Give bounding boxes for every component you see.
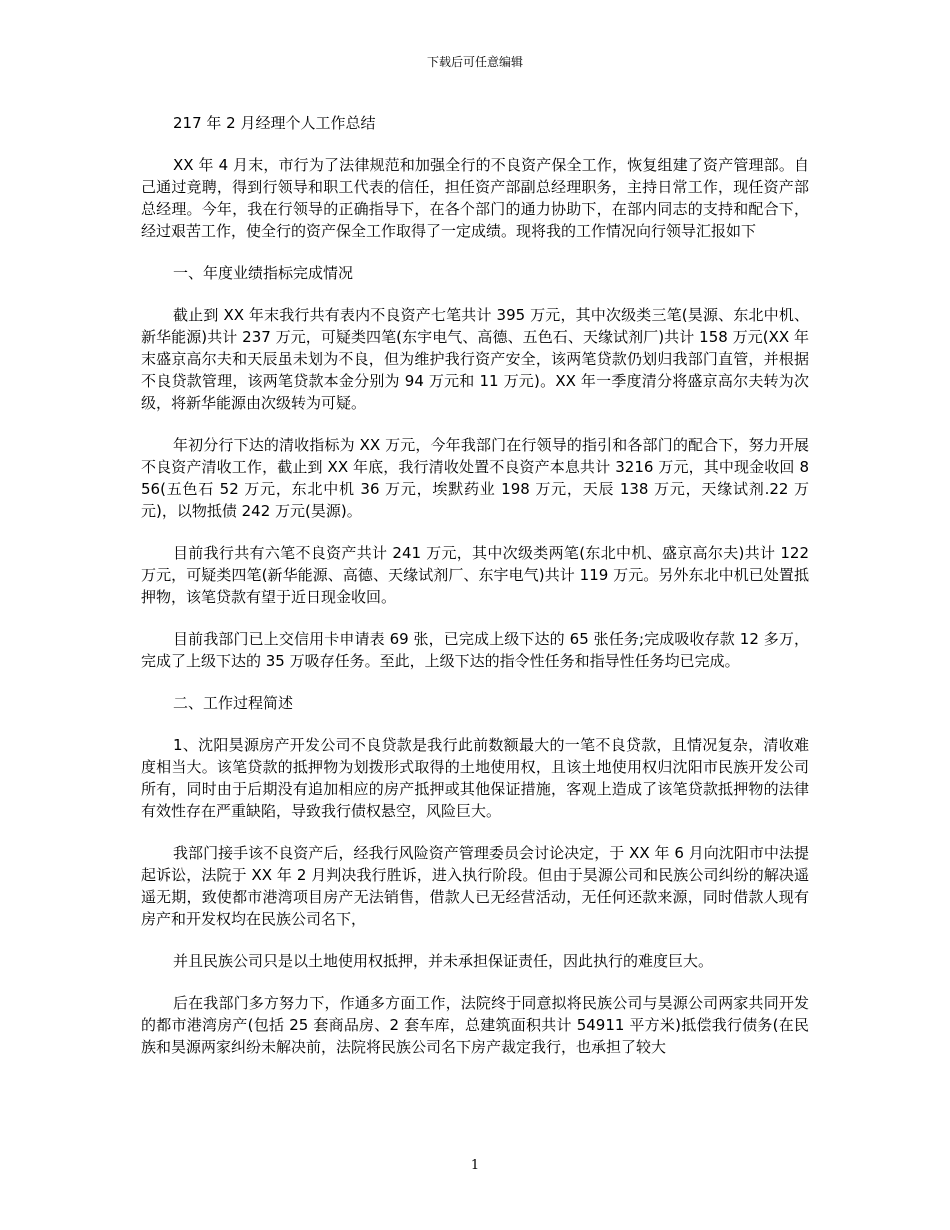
paragraph-intro: XX 年 4 月末，市行为了法律规范和加强全行的不良资产保全工作，恢复组建了资产管理部。自己通过竟聘，得到行领导和职工代表的信任，担任资产部副总经理职务，主持日常工作，现任资产部总经理。今年，我在行领导的正确指导下，在各个部门的通力协助下，在部内同志的支持和配合下，经过艰苦工作，使全行的资产保全工作取得了一定成绩。现将我的工作情况向行领导汇报如下 [141, 156, 809, 240]
page-header: 下载后可任意编辑 [426, 55, 523, 69]
paragraph-assets-overview: 截止到 XX 年末我行共有表内不良资产七笔共计 395 万元，其中次级类三笔(昊源、东北中机、新华能源)共计 237 万元，可疑类四笔(东宇电气、高德、五色石、天缘试剂厂)共计 158 万元(XX 年末盛京高尔夫和天辰虽未划为不良，但为维护我行资产安全，该两笔贷款仍划归我部门直管，并根据不良贷款管理，该两笔贷款本金分别为 94 万元和 11 万元)。XX 年一季度清分将盛京高尔夫转为次级，将新华能源由次级转为可疑。 [141, 306, 809, 412]
section-heading-1: 一、年度业绩指标完成情况 [173, 264, 354, 282]
paragraph-credit-card-deposits: 目前我部门已上交信用卡申请表 69 张，已完成上级下达的 65 张任务;完成吸收存款 12 多万，完成了上级下达的 35 万吸存任务。至此，上级下达的指令性任务和指导性任务均已完成。 [141, 630, 809, 670]
paragraph-haoyuan-loan: 1、沈阳昊源房产开发公司不良贷款是我行此前数额最大的一笔不良贷款，且情况复杂，清收难度相当大。该笔贷款的抵押物为划拨形式取得的土地使用权，且该土地使用权归沈阳市民族开发公司所有，同时由于后期没有追加相应的房产抵押或其他保证措施，客观上造成了该笔贷款抵押物的法律有效性存在严重缺陷，导致我行债权悬空，风险巨大。 [141, 736, 809, 820]
paragraph-recovery-target: 年初分行下达的清收指标为 XX 万元，今年我部门在行领导的指引和各部门的配合下，努力开展不良资产清收工作，截止到 XX 年底，我行清收处置不良资产本息共计 3216 万元，其中现金收回 856(五色石 52 万元，东北中机 36 万元，埃默药业 198 万元，天辰 138 万元，天缘试剂.22 万元)，以物抵债 242 万元(昊源)。 [141, 436, 809, 520]
section-heading-2: 二、工作过程简述 [173, 694, 294, 712]
paragraph-mortgage-note: 并且民族公司只是以土地使用权抵押，并未承担保证责任，因此执行的难度巨大。 [173, 952, 714, 970]
page-number: 1 [470, 1158, 480, 1173]
document-body [141, 112, 809, 1078]
paragraph-litigation: 我部门接手该不良资产后，经我行风险资产管理委员会讨论决定，于 XX 年 6 月向沈阳市中法提起诉讼，法院于 XX 年 2 月判决我行胜诉，进入执行阶段。但由于昊源公司和民族公司纠纷的解决遥遥无期，致使都市港湾项目房产无法销售，借款人已无经营活动，无任何还款来源，同时借款人现有房产和开发权均在民族公司名下， [141, 844, 809, 928]
paragraph-settlement: 后在我部门多方努力下，作通多方面工作，法院终于同意拟将民族公司与昊源公司两家共同开发的都市港湾房产(包括 25 套商品房、2 套车库，总建筑面积共计 54911 平方米)抵偿我行债务(在民族和昊源两家纠纷未解决前，法院将民族公司名下房产裁定我行，也承担了较大 [141, 994, 809, 1056]
paragraph-current-assets: 目前我行共有六笔不良资产共计 241 万元，其中次级类两笔(东北中机、盛京高尔夫)共计 122 万元，可疑类四笔(新华能源、高德、天缘试剂厂、东宇电气)共计 119 万元。另外东北中机已处置抵押物，该笔贷款有望于近日现金收回。 [141, 544, 809, 606]
document-title: 217 年 2 月经理个人工作总结 [173, 114, 376, 132]
